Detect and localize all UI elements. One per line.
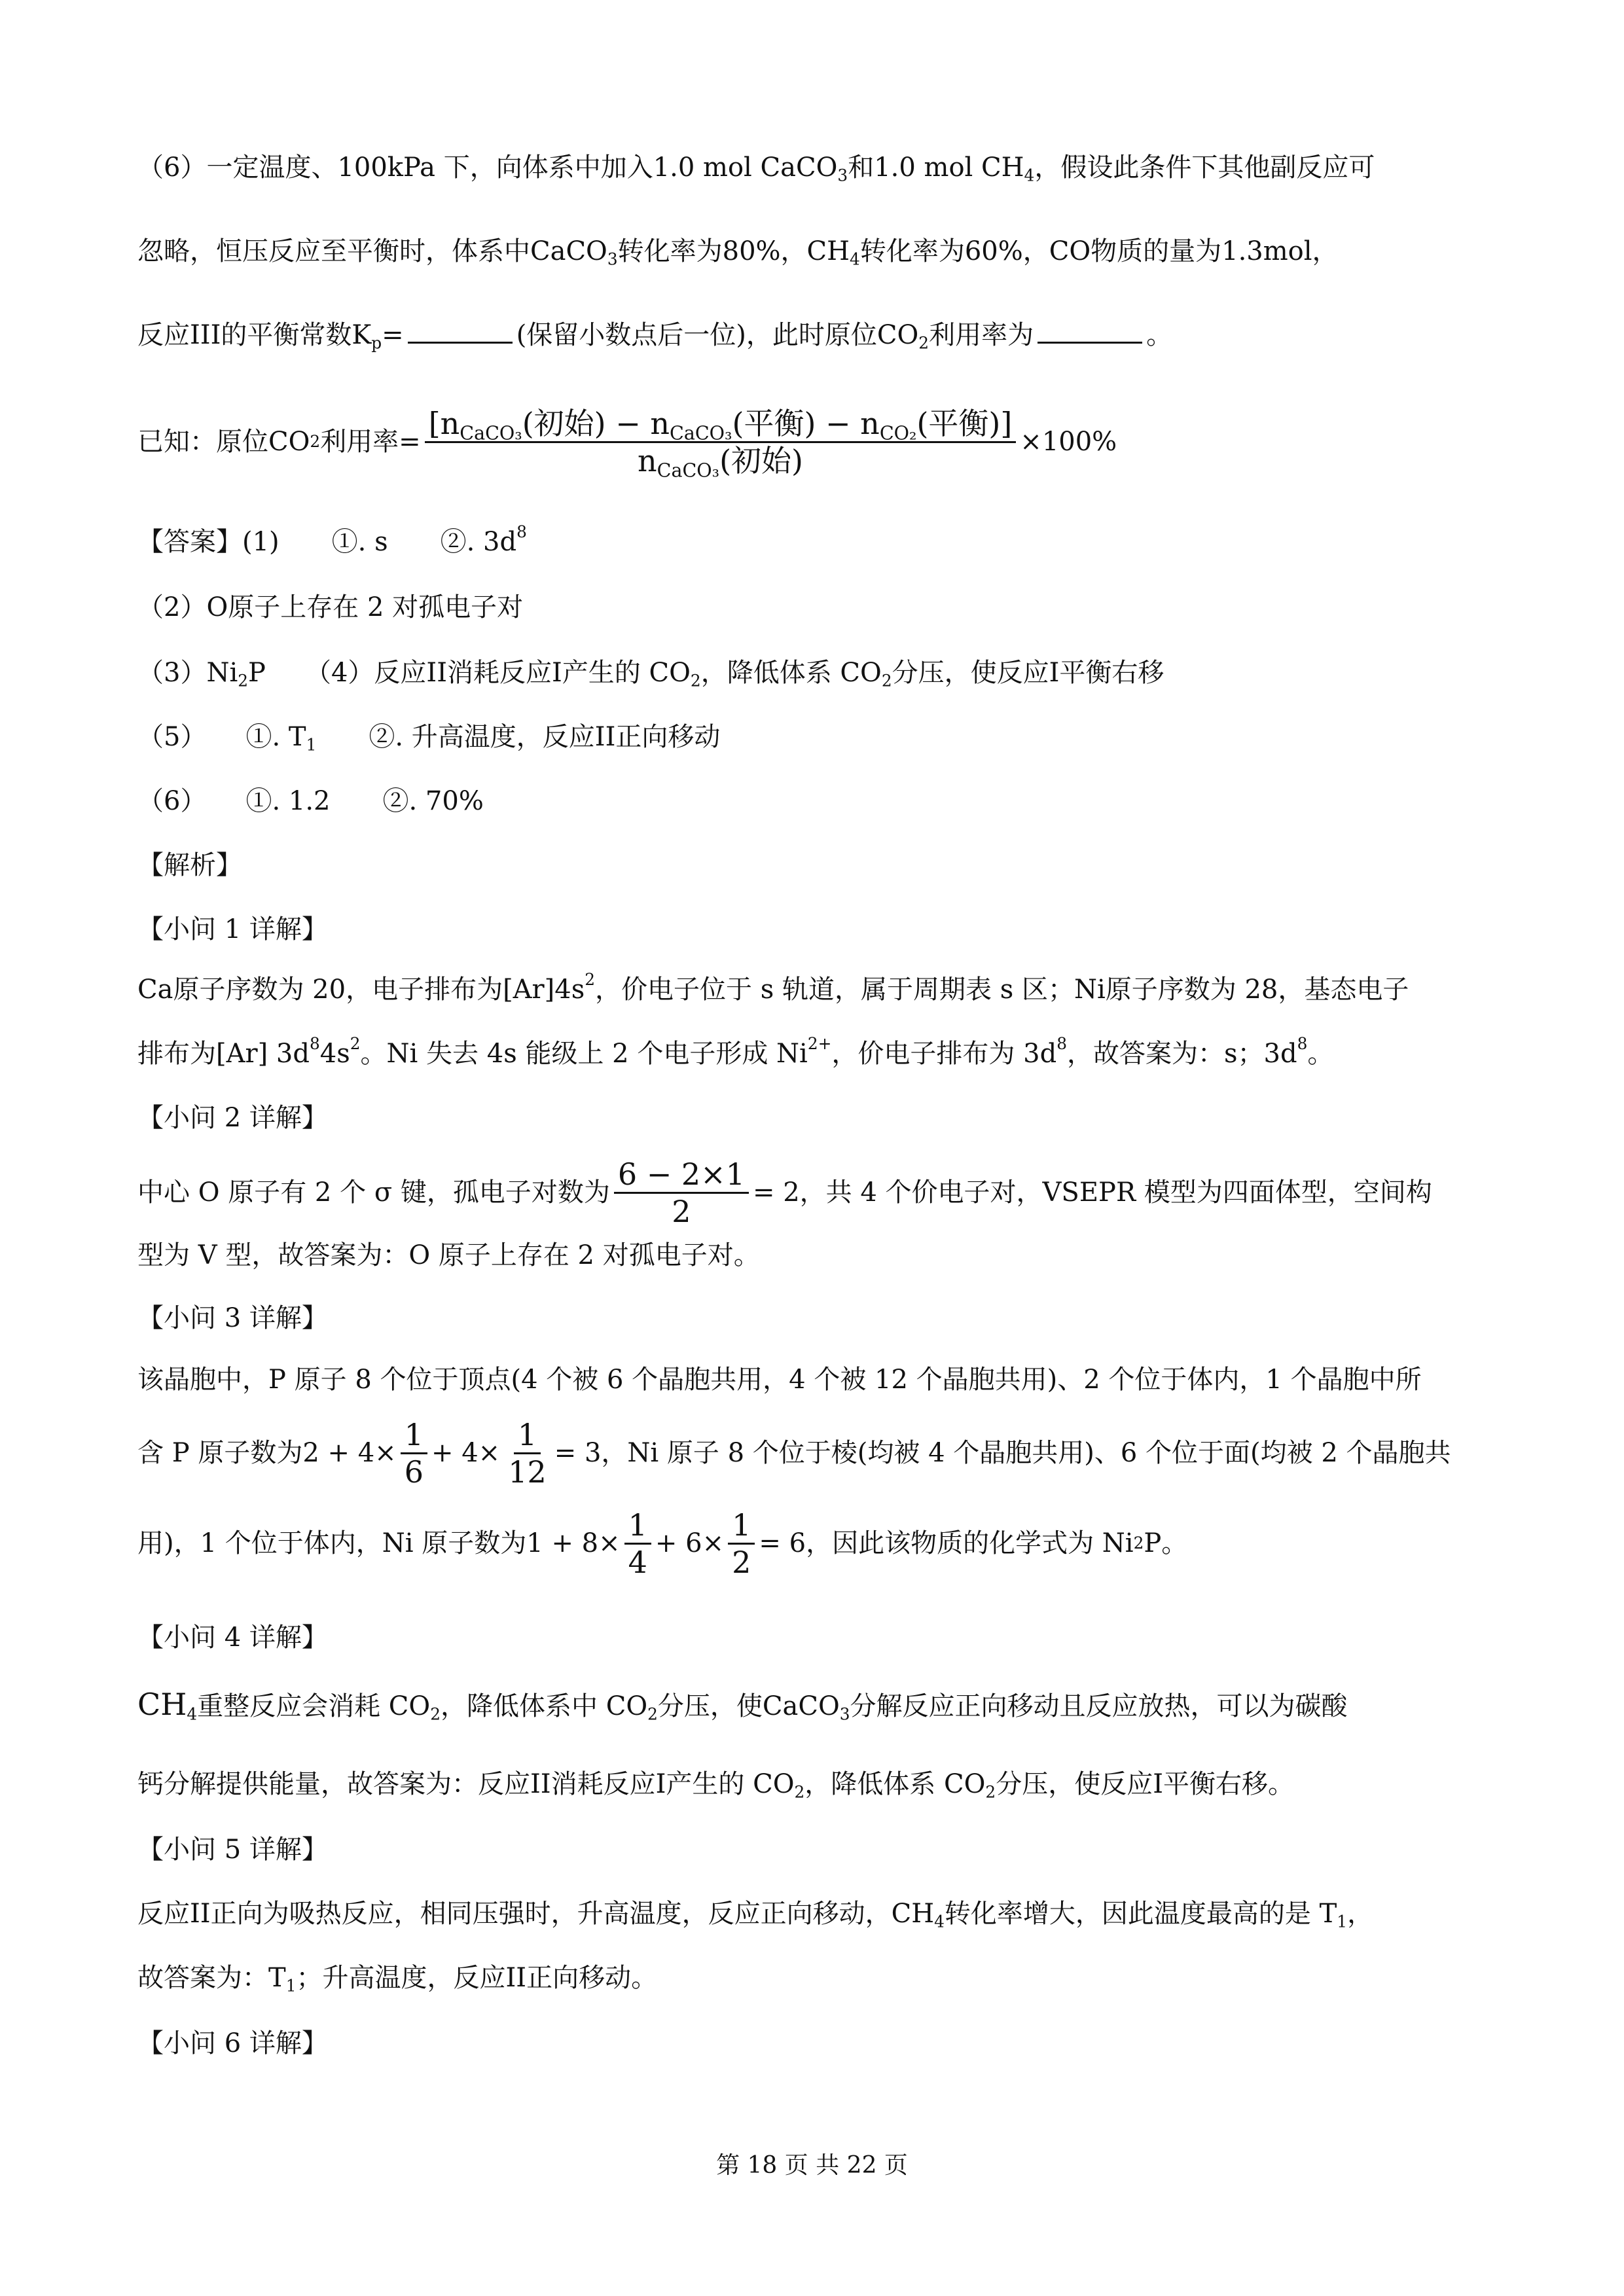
sq5-line-2 <box>137 1960 1487 1996</box>
page-footer: 第 18 页 共 22 页 <box>716 2152 908 2179</box>
lone-pair-fraction <box>614 1157 749 1229</box>
q6-line-3 <box>137 317 1487 353</box>
text: ，降低体系中 CO <box>441 1691 648 1721</box>
text: 利用率为 <box>929 320 1034 350</box>
text: 分解反应正向移动且反应放热，可以为碳酸 <box>850 1691 1348 1721</box>
answer-line-1 <box>137 524 1487 560</box>
text: 分压，使反应I平衡右移。 <box>996 1769 1295 1799</box>
fraction-numerator <box>425 406 1017 443</box>
subscript: 2 <box>918 333 929 353</box>
sq3-line-1: 该晶胞中，P 原子 8 个位于顶点(4 个被 6 个晶胞共用，4 个被 12 个晶胞共用)、2 个位于体内，1 个晶胞中所 <box>137 1365 1422 1395</box>
subscript: CaCO₃ <box>657 459 720 482</box>
subscript: CaCO₃ <box>670 422 732 444</box>
subscript: 1 <box>285 1976 297 1996</box>
answer-line-3 <box>137 655 1487 691</box>
fraction-denominator: 4 <box>628 1544 647 1580</box>
text: 中心 O 原子有 2 个 σ 键，孤电子对数为 <box>137 1177 610 1208</box>
fraction <box>624 1507 651 1580</box>
text: Ca原子序数为 20，电子排布为[Ar]4s <box>137 975 585 1005</box>
subscript: 2 <box>238 671 249 691</box>
text: 反应III的平衡常数K <box>137 320 372 350</box>
subquestion-3-heading: 【小问 3 详解】 <box>137 1303 328 1333</box>
text: [n <box>428 405 460 441</box>
text: 故答案为：T <box>137 1963 286 1993</box>
text: 。 <box>1307 1039 1334 1069</box>
text: ，价电子排布为 3d <box>831 1039 1057 1069</box>
text: = 2，共 4 个价电子对，VSEPR 模型为四面体型，空间构 <box>752 1177 1432 1208</box>
text: ②. 升高温度，反应II正向移动 <box>316 722 721 752</box>
subscript: CO₂ <box>879 422 917 444</box>
answer-blank <box>1038 322 1142 344</box>
text: 转化率增大，因此温度最高的是 T <box>944 1899 1337 1929</box>
sq3-line-2 <box>137 1414 1487 1492</box>
subscript: 2 <box>647 1704 658 1724</box>
fraction-numerator: 1 <box>728 1507 755 1545</box>
sq1-line-1 <box>137 971 1487 1008</box>
text: 【答案】(1) ①. s ②. 3d <box>137 527 517 557</box>
superscript: 2 <box>585 970 596 990</box>
text: 和1.0 mol CH <box>848 152 1024 183</box>
text: ，降低体系 CO <box>804 1769 986 1799</box>
superscript: 8 <box>310 1034 320 1054</box>
text: 分压，使反应I平衡右移 <box>892 658 1164 688</box>
analysis-heading: 【解析】 <box>137 850 242 880</box>
subscript: 2 <box>985 1782 996 1802</box>
sq4-line-2 <box>137 1766 1487 1803</box>
text: + 4× <box>431 1438 501 1468</box>
known-formula: 已知：原位CO 2 利用率= $\frac{[n_{CaCO_3}(初始) - n_{CaCO_3}(平衡) - n_{CO_2}(平衡)]}{n_{CaCO_3}(初始)}$ ×100% <box>137 405 1117 482</box>
text: + 6× <box>655 1528 725 1558</box>
text: （5） ①. T <box>137 722 306 752</box>
sq3-line-3: 用)，1 个位于体内，Ni 原子数为1 + 8× $\frac{1}{4}$ + 6× $\frac{1}{2}$ = 6，因此该物质的化学式为 Ni 2 P。 <box>137 1507 1188 1580</box>
text: ，假设此条件下其他副反应可 <box>1034 152 1375 183</box>
text: = 3，Ni 原子 8 个位于棱(均被 4 个晶胞共用)、6 个位于面(均被 2 个晶胞共 <box>554 1438 1451 1468</box>
subquestion-2-heading: 【小问 2 详解】 <box>137 1103 328 1133</box>
fraction-denominator <box>634 442 807 482</box>
superscript: 8 <box>1297 1034 1308 1054</box>
answer-blank <box>408 322 513 344</box>
subquestion-1-heading: 【小问 1 详解】 <box>137 914 328 944</box>
subquestion-6-heading: 【小问 6 详解】 <box>137 2028 328 2058</box>
text: （3）Ni <box>137 658 238 688</box>
text: (保留小数点后一位)，此时原位CO <box>516 320 919 350</box>
subscript: 2 <box>881 671 892 691</box>
text: ， <box>1347 1899 1374 1929</box>
text: 4s <box>319 1039 350 1069</box>
subscript: 4 <box>1024 166 1035 185</box>
subscript: 1 <box>306 735 317 755</box>
text: P。 <box>1144 1528 1188 1558</box>
fraction-denominator: 2 <box>732 1544 751 1580</box>
sq2-line-2: 型为 V 型，故答案为：O 原子上存在 2 对孤电子对。 <box>137 1240 760 1270</box>
fraction-denominator: 2 <box>672 1193 691 1229</box>
text: （6）一定温度、100kPa 下，向体系中加入1.0 mol CaCO <box>137 152 838 183</box>
fraction-numerator: 1 <box>401 1417 427 1454</box>
answer-line-5 <box>137 719 1487 755</box>
text: ，降低体系 CO <box>700 658 882 688</box>
subscript: 4 <box>934 1912 945 1931</box>
subquestion-4-heading: 【小问 4 详解】 <box>137 1623 328 1653</box>
text: 。Ni 失去 4s 能级上 2 个电子形成 Ni <box>360 1039 808 1069</box>
text: ；升高温度，反应II正向移动。 <box>296 1963 658 1993</box>
subscript: 2 <box>430 1704 441 1724</box>
sq2-line-1 <box>137 1153 1487 1232</box>
text: 反应II正向为吸热反应，相同压强时，升高温度，反应正向移动，CH <box>137 1899 935 1929</box>
text: ，故答案为：s；3d <box>1066 1039 1297 1069</box>
text: = <box>382 320 404 350</box>
subscript: CaCO₃ <box>460 422 522 444</box>
text: 利用率= <box>320 427 421 457</box>
subscript: 4 <box>187 1704 198 1724</box>
sq1-line-2 <box>137 1035 1487 1072</box>
answer-line-6: （6） ①. 1.2 ②. 70% <box>137 786 484 816</box>
answer-line-2: （2）O原子上存在 2 对孤电子对 <box>137 592 524 622</box>
subscript: 4 <box>850 249 860 269</box>
text: (初始) <box>719 442 803 478</box>
text: CH <box>137 1687 187 1722</box>
q6-line-1 <box>137 149 1487 186</box>
fraction <box>401 1417 427 1490</box>
text: 已知：原位CO <box>137 427 310 457</box>
text: (平衡) − n <box>732 405 880 441</box>
superscript: 8 <box>1056 1034 1067 1054</box>
text: 排布为[Ar] 3d <box>137 1039 310 1069</box>
fraction-denominator: 12 <box>508 1454 547 1490</box>
fraction <box>504 1417 550 1490</box>
subscript: 1 <box>1337 1912 1348 1931</box>
text: ×100% <box>1020 427 1117 457</box>
text: 忽略，恒压反应至平衡时，体系中CaCO <box>137 236 607 266</box>
text: n <box>638 442 657 478</box>
subscript: p <box>371 333 382 353</box>
subscript: 3 <box>837 166 848 185</box>
sq4-line-1 <box>137 1686 1487 1725</box>
subscript: 3 <box>839 1704 850 1724</box>
text: 含 P 原子数为2 + 4× <box>137 1438 397 1468</box>
superscript: 2 <box>350 1034 361 1054</box>
q6-line-2 <box>137 233 1487 270</box>
fraction-numerator: 1 <box>514 1417 541 1454</box>
text: 。 <box>1146 320 1173 350</box>
fraction-numerator: 1 <box>624 1507 651 1545</box>
text: = 6，因此该物质的化学式为 Ni <box>759 1528 1134 1558</box>
subscript: 2 <box>690 671 701 691</box>
text: 分压，使CaCO <box>657 1691 840 1721</box>
subquestion-5-heading: 【小问 5 详解】 <box>137 1835 328 1865</box>
text: 用)，1 个位于体内，Ni 原子数为1 + 8× <box>137 1528 621 1558</box>
text: 转化率为60%，CO物质的量为1.3mol， <box>859 236 1339 266</box>
fraction <box>728 1507 755 1580</box>
utilization-fraction <box>425 405 1017 482</box>
fraction-numerator: 6 − 2×1 <box>614 1157 749 1194</box>
subscript: 2 <box>794 1782 805 1802</box>
fraction-denominator: 6 <box>404 1454 424 1490</box>
sq5-line-1 <box>137 1895 1487 1932</box>
text: ，价电子位于 s 轨道，属于周期表 s 区；Ni原子序数为 28，基态电子 <box>595 975 1409 1005</box>
text: 转化率为80%，CH <box>617 236 850 266</box>
text: 重整反应会消耗 CO <box>197 1691 431 1721</box>
text: (平衡)] <box>916 405 1013 441</box>
superscript: 8 <box>516 522 527 542</box>
text: P （4）反应II消耗反应I产生的 CO <box>248 658 691 688</box>
text: 钙分解提供能量，故答案为：反应II消耗反应I产生的 CO <box>137 1769 795 1799</box>
text: (初始) − n <box>522 405 670 441</box>
subscript: 3 <box>607 249 618 269</box>
superscript: 2+ <box>807 1034 832 1054</box>
